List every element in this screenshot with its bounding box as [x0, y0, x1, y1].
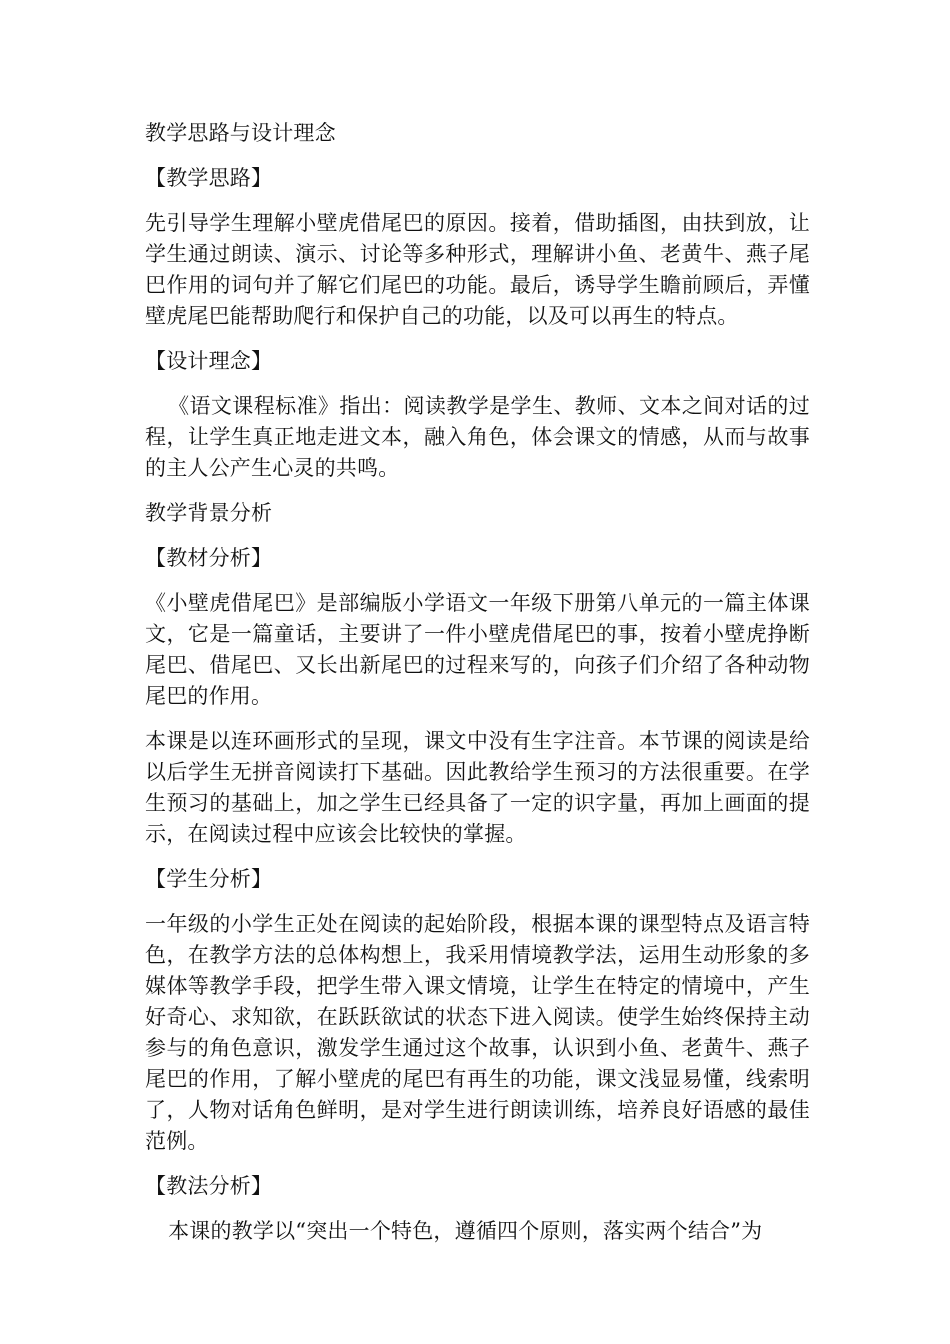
subheading-teaching-ideas: 【教学思路】: [145, 166, 273, 190]
subheading-textbook-analysis: 【教材分析】: [145, 546, 273, 570]
document-body: [145, 118, 810, 1261]
paragraph-student-analysis: 一年级的小学生正处在阅读的起始阶段，根据本课的课型特点及语言特色，在教学方法的总体构想上，我采用情境教学法，运用生动形象的多媒体等教学手段，把学生带入课文情境，让学生在特定的情境中，产生好奇心、求知欲，在跃跃欲试的状态下进入阅读。使学生始终保持主动参与的角色意识，激发学生通过这个故事，认识到小鱼、老黄牛、燕子尾巴的作用，了解小壁虎的尾巴有再生的功能，课文浅显易懂，线索明了，人物对话角色鲜明，是对学生进行朗读训练，培养良好语感的最佳范例。: [145, 912, 810, 1153]
subheading-student-analysis: 【学生分析】: [145, 867, 273, 891]
subheading-method-analysis: 【教法分析】: [145, 1174, 273, 1198]
paragraph-design-concept: 《语文课程标准》指出：阅读教学是学生、教师、文本之间对话的过程，让学生真正地走进文本，融入角色，体会课文的情感，从而与故事的主人公产生心灵的共鸣。: [145, 394, 810, 480]
paragraph-method-analysis: 本课的教学以“突出一个特色，遵循四个原则，落实两个结合”为: [168, 1219, 763, 1243]
section-heading-background-analysis: 教学背景分析: [145, 501, 273, 525]
section-heading-teaching-approach: 教学思路与设计理念: [145, 121, 336, 145]
subheading-design-concept: 【设计理念】: [145, 349, 273, 373]
paragraph-teaching-ideas: 先引导学生理解小壁虎借尾巴的原因。接着，借助插图，由扶到放，让学生通过朗读、演示、讨论等多种形式，理解讲小鱼、老黄牛、燕子尾巴作用的词句并了解它们尾巴的功能。最后，诱导学生瞻前顾后，弄懂壁虎尾巴能帮助爬行和保护自己的功能，以及可以再生的特点。: [145, 211, 810, 328]
paragraph-textbook-analysis-2: 本课是以连环画形式的呈现，课文中没有生字注音。本节课的阅读是给以后学生无拼音阅读打下基础。因此教给学生预习的方法很重要。在学生预习的基础上，加之学生已经具备了一定的识字量，再加上画面的提示，在阅读过程中应该会比较快的掌握。: [145, 729, 810, 846]
paragraph-textbook-analysis-1: 《小壁虎借尾巴》是部编版小学语文一年级下册第八单元的一篇主体课文，它是一篇童话，主要讲了一件小壁虎借尾巴的事，按着小壁虎挣断尾巴、借尾巴、又长出新尾巴的过程来写的，向孩子们介绍了各种动物尾巴的作用。: [145, 591, 810, 708]
